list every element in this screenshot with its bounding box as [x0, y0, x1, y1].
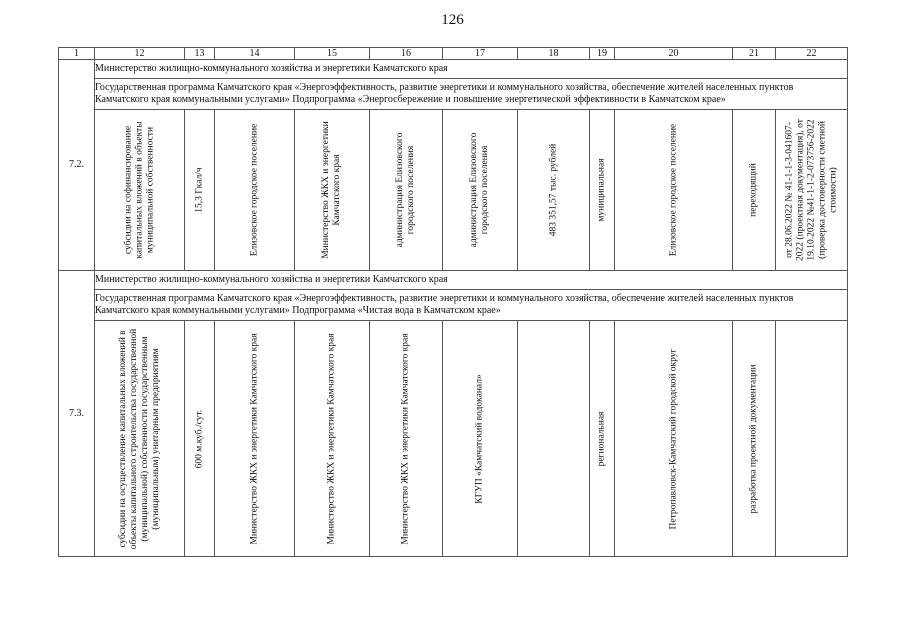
ministry-name: Министерство жилищно-коммунального хозяйства и энергетики Камчатского края: [95, 60, 848, 79]
row-number: 7.2.: [59, 60, 95, 271]
table-row: [59, 110, 848, 271]
ministry-name: Министерство жилищно-коммунального хозяйства и энергетики Камчатского края: [95, 271, 848, 290]
col-header: 21: [733, 48, 776, 60]
col-header: 18: [518, 48, 590, 60]
page-number: 126: [441, 12, 464, 28]
col-header: 20: [615, 48, 733, 60]
program-row: [59, 290, 848, 321]
col-header: 14: [215, 48, 295, 60]
cell-status: разработка проектной документации: [733, 321, 776, 557]
col-header: 16: [370, 48, 443, 60]
cell-ownership: региональная: [590, 321, 615, 557]
cell-customer: администрация Елизовского городского поселения: [370, 110, 443, 271]
cell-expertise: [776, 321, 848, 557]
col-header: 12: [95, 48, 185, 60]
program-row: [59, 79, 848, 110]
cell-ownership: муниципальная: [590, 110, 615, 271]
cell-location: Министерство ЖКХ и энергетики Камчатского края: [215, 321, 295, 557]
cell-developer: администрация Елизовского городского поселения: [443, 110, 518, 271]
col-header: 19: [590, 48, 615, 60]
cell-developer: КГУП «Камчатский водоканал»: [443, 321, 518, 557]
cell-cost: 483 351,57 тыс. рублей: [518, 110, 590, 271]
row-number: 7.3.: [59, 271, 95, 557]
cell-municipality: Петропавловск-Камчатский городской округ: [615, 321, 733, 557]
program-name: Государственная программа Камчатского края «Энергоэффективность, развитие энергетики и коммунального хозяйства, обеспечение жителей населенных пунктов Камчатского края коммунальными услугами» Подпрограмма «Чистая вода в Камчатском крае»: [95, 290, 848, 321]
ministry-row: [59, 60, 848, 79]
cell-location: Елизовское городское поселение: [215, 110, 295, 271]
cell-expertise: от 28.06.2022 № 41-1-1-3-041607-2022 (проектная документация), от 19.10.2022 №41-1-1-2-073756-2022 (проверка достоверности сметной стоимости): [776, 110, 848, 271]
cell-cost: [518, 321, 590, 557]
col-header: 1: [59, 48, 95, 60]
cell-capacity: 15,3 Гкал/ч: [185, 110, 215, 271]
cell-status: переходящий: [733, 110, 776, 271]
cell-purpose: субсидии на осуществление капитальных вложений в объекты капитального строительства государственной (муниципальной) собственности государственным (муниципальным) унитарным предприятиям: [95, 321, 185, 557]
col-header: 15: [295, 48, 370, 60]
table-row: [59, 321, 848, 557]
cell-municipality: Елизовское городское поселение: [615, 110, 733, 271]
cell-capacity: 600 м.куб./сут.: [185, 321, 215, 557]
cell-ministry: Министерство ЖКХ и энергетики Камчатского края: [295, 110, 370, 271]
cell-ministry: Министерство ЖКХ и энергетики Камчатского края: [295, 321, 370, 557]
data-table: [58, 47, 848, 557]
cell-customer: Министерство ЖКХ и энергетики Камчатского края: [370, 321, 443, 557]
program-name: Государственная программа Камчатского края «Энергоэффективность, развитие энергетики и коммунального хозяйства, обеспечение жителей населенных пунктов Камчатского края коммунальными услугами» Подпрограмма «Энергосбережение и повышение энергетической эффективности в Камчатском крае»: [95, 79, 848, 110]
col-header: 17: [443, 48, 518, 60]
col-header: 22: [776, 48, 848, 60]
col-header: 13: [185, 48, 215, 60]
header-row: [59, 48, 848, 60]
ministry-row: [59, 271, 848, 290]
cell-purpose: субсидии на софинансирование капитальных вложений в объекты муниципальной собственности: [95, 110, 185, 271]
